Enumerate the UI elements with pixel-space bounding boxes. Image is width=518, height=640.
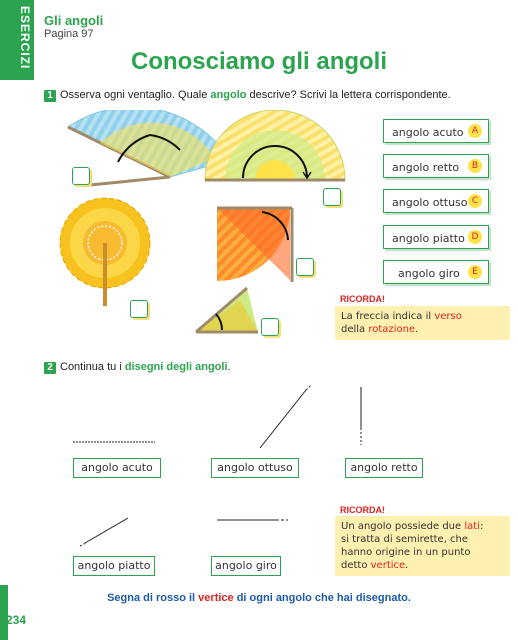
option-a: angolo acuto A: [383, 119, 489, 143]
page-title: Conosciamo gli angoli: [130, 48, 388, 75]
page-reference: Pagina 97: [44, 28, 94, 40]
exercise-1-number: 1: [44, 90, 56, 102]
label-acute: angolo acuto: [73, 458, 161, 478]
label-flat: angolo piatto: [73, 556, 155, 576]
answer-box-right[interactable]: [296, 258, 314, 276]
reminder-1-title: RICORDA!: [340, 294, 385, 304]
page-number: 234: [6, 613, 27, 627]
label-right: angolo retto: [345, 458, 423, 478]
answer-box-flat[interactable]: [323, 188, 341, 206]
label-full: angolo giro: [211, 556, 281, 576]
section-title: Gli angoli: [44, 13, 104, 28]
reminder-1-note: La freccia indica il verso della rotazione.: [335, 306, 510, 340]
answer-box-round[interactable]: [130, 300, 148, 318]
exercise-1-instruction: 1 Osserva ogni ventaglio. Quale angolo descrive? Scrivi la lettera corrispondente.: [44, 89, 451, 102]
fan-flat: [205, 110, 345, 180]
answer-box-obtuse[interactable]: [72, 167, 90, 185]
option-e: angolo giro E: [383, 260, 489, 284]
exercise-2-number: 2: [44, 362, 56, 374]
sidebar-label: ESERCIZI: [18, 6, 32, 70]
option-d: angolo piatto D: [383, 225, 489, 249]
exercise-2-instruction: 2 Continua tu i disegni degli angoli.: [44, 361, 231, 374]
fans-illustration: [40, 110, 350, 345]
option-c: angolo ottuso C: [383, 189, 489, 213]
fan-acute: [196, 288, 258, 332]
label-obtuse: angolo ottuso: [211, 458, 299, 478]
reminder-2-title: RICORDA!: [340, 505, 385, 515]
reminder-2-note: Un angolo possiede due lati: si tratta di semirette, che hanno origine in un punto detto vertice.: [335, 516, 510, 576]
final-instruction: Segna di rosso il vertice di ogni angolo che hai disegnato.: [107, 592, 411, 604]
fan-round: [60, 198, 150, 306]
answer-box-acute[interactable]: [261, 318, 279, 336]
option-b: angolo retto B: [383, 154, 489, 178]
fan-right: [217, 208, 292, 282]
